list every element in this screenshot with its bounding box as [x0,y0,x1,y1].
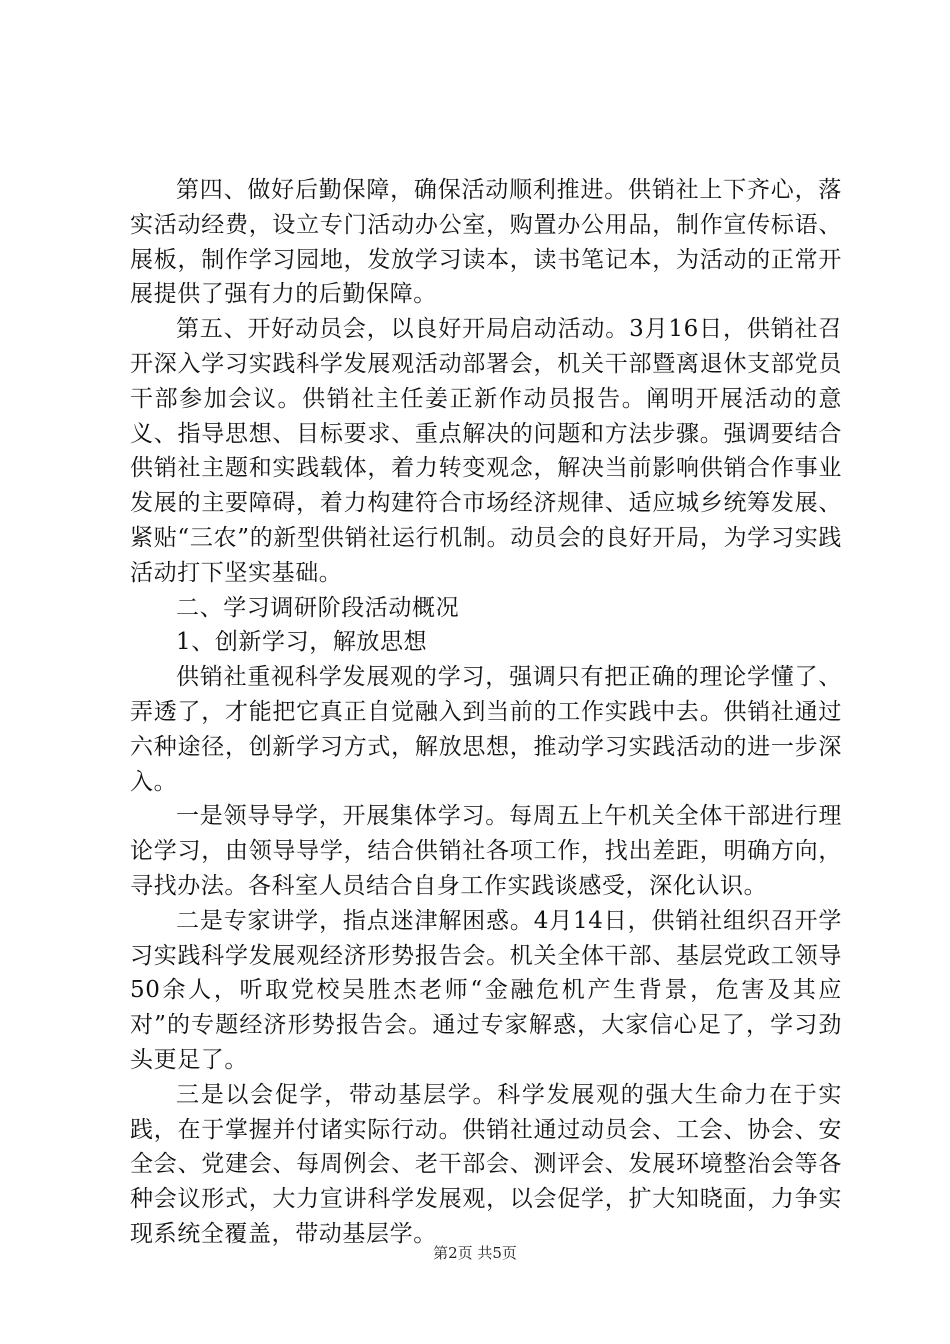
paragraph-meeting-promoted-learning: 三是以会促学，带动基层学。科学发展观的强大生命力在于实践，在于掌握并付诸实际行动。供销社通过动员会、工会、协会、安全会、党建会、每周例会、老干部会、测评会、发展环境整治会等各种会议形式，大力宣讲科学发展观，以会促学，扩大知晓面，力争实现系统全覆盖，带动基层学。 [130,1081,842,1247]
paragraph-mobilization-meeting: 第五、开好动员会，以良好开局启动活动。3月16日，供销社召开深入学习实践科学发展观活动部署会，机关干部暨离退休支部党员干部参加会议。供销社主任姜正新作动员报告。阐明开展活动的意义、指导思想、目标要求、重点解决的问题和方法步骤。强调要结合供销社主题和实践载体，着力转变观念，解决当前影响供销合作事业发展的主要障碍，着力构建符合市场经济规律、适应城乡统筹发展、紧贴“三农”的新型供销社运行机制。动员会的良好开局，为学习实践活动打下坚实基础。 [130,316,842,586]
paragraph-leader-guided-learning: 一是领导导学，开展集体学习。每周五上午机关全体干部进行理论学习，由领导导学，结合供销社各项工作，找出差距，明确方向，寻找办法。各科室人员结合自身工作实践谈感受，深化认识。 [130,803,842,899]
page-footer: 第2页 共5页 [433,1244,517,1262]
paragraph-expert-lecture: 二是专家讲学，指点迷津解困惑。4月14日，供销社组织召开学习实践科学发展观经济形势报告会。机关全体干部、基层党政工领导50余人，听取党校吴胜杰老师“金融危机产生背景，危害及其应对”的专题经济形势报告会。通过专家解惑，大家信心足了，学习劲头更足了。 [130,907,842,1073]
paragraph-learning-overview: 供销社重视科学发展观的学习，强调只有把正确的理论学懂了、弄透了，才能把它真正自觉融入到当前的工作实践中去。供销社通过六种途径，创新学习方式，解放思想，推动学习实践活动的进一步深入。 [130,664,842,795]
section-heading-study-research: 二、学习调研阶段活动概况 [176,594,460,621]
document-body [130,173,842,1252]
paragraph-logistics: 第四、做好后勤保障，确保活动顺利推进。供销社上下齐心，落实活动经费，设立专门活动办公室，购置办公用品，制作宣传标语、展板，制作学习园地，发放学习读本，读书笔记本，为活动的正常开展提供了强有力的后勤保障。 [130,177,842,308]
subsection-heading-innovative-learning: 1、创新学习，解放思想 [176,629,428,656]
